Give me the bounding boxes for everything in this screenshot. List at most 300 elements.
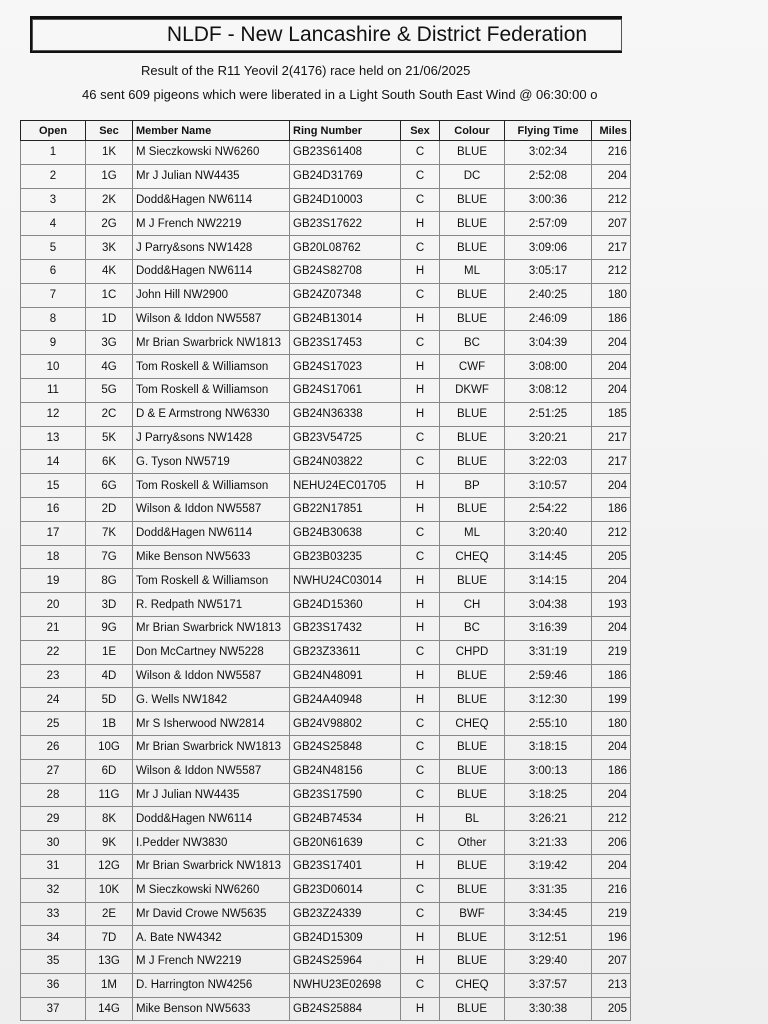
cell-sex: C: [401, 141, 440, 165]
cell-open: 21: [21, 616, 86, 640]
cell-sex: C: [401, 759, 440, 783]
cell-member-name: Dodd&Hagen NW6114: [133, 259, 290, 283]
table-row: [21, 593, 631, 617]
cell-miles: 219: [592, 902, 631, 926]
cell-open: 27: [21, 759, 86, 783]
table-row: [21, 426, 631, 450]
table-row: [21, 331, 631, 355]
cell-flying-time: 3:02:34: [505, 141, 592, 165]
cell-member-name: I.Pedder NW3830: [133, 831, 290, 855]
cell-sec: 9G: [86, 616, 133, 640]
table-row: [21, 545, 631, 569]
cell-flying-time: 3:00:36: [505, 188, 592, 212]
cell-sex: H: [401, 950, 440, 974]
cell-flying-time: 3:34:45: [505, 902, 592, 926]
cell-miles: 186: [592, 759, 631, 783]
cell-ring-number: GB24D15360: [290, 593, 401, 617]
cell-sec: 5K: [86, 426, 133, 450]
cell-ring-number: GB20L08762: [290, 236, 401, 260]
cell-open: 24: [21, 688, 86, 712]
cell-flying-time: 3:29:40: [505, 950, 592, 974]
cell-sex: H: [401, 402, 440, 426]
table-row: [21, 259, 631, 283]
cell-open: 8: [21, 307, 86, 331]
cell-ring-number: NWHU23E02698: [290, 973, 401, 997]
cell-miles: 204: [592, 854, 631, 878]
cell-flying-time: 3:04:38: [505, 593, 592, 617]
cell-member-name: Mr Brian Swarbrick NW1813: [133, 331, 290, 355]
cell-miles: 204: [592, 569, 631, 593]
cell-member-name: J Parry&sons NW1428: [133, 426, 290, 450]
cell-open: 14: [21, 450, 86, 474]
table-row: [21, 664, 631, 688]
column-header-sec: Sec: [86, 121, 133, 141]
cell-flying-time: 2:46:09: [505, 307, 592, 331]
cell-flying-time: 3:14:15: [505, 569, 592, 593]
cell-miles: 207: [592, 950, 631, 974]
cell-member-name: Mr S Isherwood NW2814: [133, 712, 290, 736]
cell-sec: 3G: [86, 331, 133, 355]
cell-sex: C: [401, 735, 440, 759]
cell-ring-number: GB24N48156: [290, 759, 401, 783]
cell-open: 15: [21, 474, 86, 498]
cell-flying-time: 3:08:12: [505, 378, 592, 402]
cell-ring-number: GB24B74534: [290, 807, 401, 831]
cell-member-name: Wilson & Iddon NW5587: [133, 497, 290, 521]
cell-member-name: Wilson & Iddon NW5587: [133, 664, 290, 688]
cell-flying-time: 2:57:09: [505, 212, 592, 236]
cell-member-name: Mike Benson NW5633: [133, 545, 290, 569]
cell-open: 23: [21, 664, 86, 688]
cell-miles: 204: [592, 355, 631, 379]
liberation-info-line: 46 sent 609 pigeons which were liberated in a Light South South East Wind @ 06:30:00 o: [82, 87, 598, 102]
cell-miles: 212: [592, 188, 631, 212]
cell-colour: BLUE: [440, 283, 505, 307]
cell-sec: 3D: [86, 593, 133, 617]
cell-miles: 204: [592, 783, 631, 807]
cell-miles: 204: [592, 378, 631, 402]
cell-colour: BC: [440, 331, 505, 355]
cell-sex: C: [401, 545, 440, 569]
column-header-colour: Colour: [440, 121, 505, 141]
cell-open: 37: [21, 997, 86, 1021]
cell-member-name: Tom Roskell & Williamson: [133, 474, 290, 498]
cell-sex: C: [401, 878, 440, 902]
cell-colour: BLUE: [440, 307, 505, 331]
cell-open: 25: [21, 712, 86, 736]
cell-sex: H: [401, 497, 440, 521]
cell-colour: BLUE: [440, 450, 505, 474]
cell-sec: 5G: [86, 378, 133, 402]
cell-sex: C: [401, 283, 440, 307]
cell-miles: 186: [592, 664, 631, 688]
cell-colour: BLUE: [440, 426, 505, 450]
cell-open: 33: [21, 902, 86, 926]
results-body: [21, 141, 631, 1021]
cell-sex: H: [401, 593, 440, 617]
cell-miles: 204: [592, 474, 631, 498]
cell-open: 12: [21, 402, 86, 426]
cell-flying-time: 3:22:03: [505, 450, 592, 474]
cell-member-name: M Sieczkowski NW6260: [133, 878, 290, 902]
table-row: [21, 973, 631, 997]
page-title: NLDF - New Lancashire & District Federation: [166, 23, 588, 46]
cell-sex: H: [401, 997, 440, 1021]
cell-sex: C: [401, 188, 440, 212]
cell-colour: BLUE: [440, 688, 505, 712]
table-row: [21, 616, 631, 640]
cell-miles: 217: [592, 236, 631, 260]
cell-colour: BLUE: [440, 759, 505, 783]
table-row: [21, 141, 631, 165]
cell-sec: 1B: [86, 712, 133, 736]
cell-member-name: Tom Roskell & Williamson: [133, 569, 290, 593]
cell-colour: BLUE: [440, 854, 505, 878]
cell-miles: 212: [592, 259, 631, 283]
cell-flying-time: 3:05:17: [505, 259, 592, 283]
cell-ring-number: NWHU24C03014: [290, 569, 401, 593]
cell-flying-time: 3:19:42: [505, 854, 592, 878]
cell-colour: BLUE: [440, 783, 505, 807]
table-row: [21, 854, 631, 878]
cell-member-name: Mr J Julian NW4435: [133, 783, 290, 807]
cell-miles: 216: [592, 878, 631, 902]
cell-colour: CWF: [440, 355, 505, 379]
cell-miles: 196: [592, 926, 631, 950]
column-header-ring-number: Ring Number: [290, 121, 401, 141]
cell-ring-number: GB24D15309: [290, 926, 401, 950]
cell-open: 26: [21, 735, 86, 759]
cell-ring-number: GB24S17061: [290, 378, 401, 402]
cell-ring-number: GB20N61639: [290, 831, 401, 855]
results-table: [20, 120, 631, 1021]
cell-colour: CHPD: [440, 640, 505, 664]
title-box: [30, 16, 622, 53]
cell-flying-time: 3:30:38: [505, 997, 592, 1021]
cell-ring-number: GB23S17590: [290, 783, 401, 807]
cell-sec: 7D: [86, 926, 133, 950]
cell-sec: 6G: [86, 474, 133, 498]
column-header-flying-time: Flying Time: [505, 121, 592, 141]
cell-open: 16: [21, 497, 86, 521]
cell-member-name: John Hill NW2900: [133, 283, 290, 307]
cell-ring-number: GB24Z07348: [290, 283, 401, 307]
cell-colour: DKWF: [440, 378, 505, 402]
cell-sec: 8K: [86, 807, 133, 831]
cell-open: 13: [21, 426, 86, 450]
table-row: [21, 735, 631, 759]
cell-colour: BC: [440, 616, 505, 640]
cell-member-name: Dodd&Hagen NW6114: [133, 188, 290, 212]
cell-sec: 2K: [86, 188, 133, 212]
cell-ring-number: GB23S61408: [290, 141, 401, 165]
cell-sex: H: [401, 926, 440, 950]
cell-ring-number: GB23S17453: [290, 331, 401, 355]
cell-colour: BLUE: [440, 997, 505, 1021]
cell-sec: 13G: [86, 950, 133, 974]
cell-member-name: M Sieczkowski NW6260: [133, 141, 290, 165]
cell-ring-number: GB23S17622: [290, 212, 401, 236]
table-row: [21, 902, 631, 926]
cell-ring-number: GB23B03235: [290, 545, 401, 569]
cell-sex: C: [401, 450, 440, 474]
cell-colour: BP: [440, 474, 505, 498]
cell-sec: 6D: [86, 759, 133, 783]
cell-member-name: M J French NW2219: [133, 950, 290, 974]
table-row: [21, 569, 631, 593]
cell-open: 6: [21, 259, 86, 283]
cell-sex: C: [401, 973, 440, 997]
cell-member-name: Mr Brian Swarbrick NW1813: [133, 616, 290, 640]
cell-member-name: Mike Benson NW5633: [133, 997, 290, 1021]
cell-sex: C: [401, 831, 440, 855]
cell-flying-time: 3:21:33: [505, 831, 592, 855]
cell-colour: ML: [440, 521, 505, 545]
table-row: [21, 307, 631, 331]
cell-flying-time: 2:52:08: [505, 164, 592, 188]
cell-ring-number: GB24S25964: [290, 950, 401, 974]
cell-open: 7: [21, 283, 86, 307]
column-header-open: Open: [21, 121, 86, 141]
cell-sec: 6K: [86, 450, 133, 474]
table-row: [21, 878, 631, 902]
cell-ring-number: GB23V54725: [290, 426, 401, 450]
cell-sex: H: [401, 854, 440, 878]
column-header-miles: Miles: [592, 121, 631, 141]
cell-sec: 1G: [86, 164, 133, 188]
cell-ring-number: GB24A40948: [290, 688, 401, 712]
cell-flying-time: 3:12:30: [505, 688, 592, 712]
cell-colour: BLUE: [440, 569, 505, 593]
cell-open: 18: [21, 545, 86, 569]
cell-open: 19: [21, 569, 86, 593]
cell-sex: H: [401, 307, 440, 331]
cell-open: 29: [21, 807, 86, 831]
cell-sex: C: [401, 640, 440, 664]
table-row: [21, 474, 631, 498]
cell-sec: 1K: [86, 141, 133, 165]
cell-flying-time: 3:12:51: [505, 926, 592, 950]
cell-member-name: Mr David Crowe NW5635: [133, 902, 290, 926]
cell-sec: 4G: [86, 355, 133, 379]
cell-sex: C: [401, 426, 440, 450]
cell-open: 3: [21, 188, 86, 212]
cell-colour: BLUE: [440, 141, 505, 165]
cell-flying-time: 3:31:19: [505, 640, 592, 664]
cell-member-name: G. Wells NW1842: [133, 688, 290, 712]
cell-flying-time: 3:16:39: [505, 616, 592, 640]
cell-open: 20: [21, 593, 86, 617]
cell-ring-number: GB24S25884: [290, 997, 401, 1021]
cell-sex: H: [401, 616, 440, 640]
cell-colour: BLUE: [440, 402, 505, 426]
cell-member-name: A. Bate NW4342: [133, 926, 290, 950]
cell-colour: Other: [440, 831, 505, 855]
cell-member-name: M J French NW2219: [133, 212, 290, 236]
cell-ring-number: GB23D06014: [290, 878, 401, 902]
cell-sec: 4K: [86, 259, 133, 283]
cell-miles: 207: [592, 212, 631, 236]
cell-member-name: Mr Brian Swarbrick NW1813: [133, 854, 290, 878]
cell-flying-time: 3:09:06: [505, 236, 592, 260]
cell-sec: 11G: [86, 783, 133, 807]
cell-flying-time: 3:18:15: [505, 735, 592, 759]
cell-member-name: Wilson & Iddon NW5587: [133, 759, 290, 783]
cell-flying-time: 3:37:57: [505, 973, 592, 997]
cell-miles: 205: [592, 997, 631, 1021]
cell-flying-time: 3:31:35: [505, 878, 592, 902]
cell-sec: 4D: [86, 664, 133, 688]
cell-flying-time: 3:00:13: [505, 759, 592, 783]
table-row: [21, 188, 631, 212]
cell-ring-number: GB24B13014: [290, 307, 401, 331]
cell-flying-time: 2:59:46: [505, 664, 592, 688]
cell-colour: CHEQ: [440, 973, 505, 997]
cell-sec: 7K: [86, 521, 133, 545]
table-row: [21, 236, 631, 260]
cell-colour: BLUE: [440, 735, 505, 759]
cell-colour: BL: [440, 807, 505, 831]
cell-ring-number: GB24D10003: [290, 188, 401, 212]
cell-colour: CHEQ: [440, 545, 505, 569]
cell-ring-number: GB24N48091: [290, 664, 401, 688]
cell-sec: 3K: [86, 236, 133, 260]
cell-open: 34: [21, 926, 86, 950]
cell-miles: 217: [592, 426, 631, 450]
table-row: [21, 759, 631, 783]
table-row: [21, 450, 631, 474]
cell-sex: C: [401, 521, 440, 545]
cell-sec: 2E: [86, 902, 133, 926]
cell-miles: 193: [592, 593, 631, 617]
cell-miles: 219: [592, 640, 631, 664]
cell-flying-time: 3:14:45: [505, 545, 592, 569]
race-result-line: Result of the R11 Yeovil 2(4176) race held on 21/06/2025: [141, 63, 471, 78]
cell-miles: 205: [592, 545, 631, 569]
cell-open: 1: [21, 141, 86, 165]
cell-member-name: D & E Armstrong NW6330: [133, 402, 290, 426]
cell-flying-time: 3:08:00: [505, 355, 592, 379]
cell-member-name: Don McCartney NW5228: [133, 640, 290, 664]
cell-miles: 212: [592, 521, 631, 545]
cell-sex: H: [401, 378, 440, 402]
cell-member-name: Dodd&Hagen NW6114: [133, 521, 290, 545]
cell-sec: 9K: [86, 831, 133, 855]
cell-open: 9: [21, 331, 86, 355]
cell-member-name: G. Tyson NW5719: [133, 450, 290, 474]
cell-miles: 180: [592, 283, 631, 307]
cell-sec: 7G: [86, 545, 133, 569]
cell-ring-number: GB22N17851: [290, 497, 401, 521]
cell-sec: 2D: [86, 497, 133, 521]
cell-sec: 12G: [86, 854, 133, 878]
cell-flying-time: 3:18:25: [505, 783, 592, 807]
cell-miles: 204: [592, 735, 631, 759]
cell-miles: 204: [592, 164, 631, 188]
cell-colour: BLUE: [440, 497, 505, 521]
table-row: [21, 783, 631, 807]
cell-miles: 185: [592, 402, 631, 426]
cell-member-name: Wilson & Iddon NW5587: [133, 307, 290, 331]
table-row: [21, 402, 631, 426]
cell-miles: 213: [592, 973, 631, 997]
cell-open: 28: [21, 783, 86, 807]
cell-member-name: R. Redpath NW5171: [133, 593, 290, 617]
cell-colour: BLUE: [440, 212, 505, 236]
cell-miles: 206: [592, 831, 631, 855]
cell-open: 35: [21, 950, 86, 974]
cell-open: 31: [21, 854, 86, 878]
cell-sec: 5D: [86, 688, 133, 712]
cell-sex: H: [401, 259, 440, 283]
cell-sec: 1E: [86, 640, 133, 664]
cell-sec: 10K: [86, 878, 133, 902]
table-row: [21, 807, 631, 831]
cell-open: 11: [21, 378, 86, 402]
cell-ring-number: GB24S17023: [290, 355, 401, 379]
cell-colour: CHEQ: [440, 712, 505, 736]
table-header-row: [21, 121, 631, 141]
cell-miles: 204: [592, 331, 631, 355]
table-row: [21, 926, 631, 950]
cell-sex: H: [401, 688, 440, 712]
cell-sex: H: [401, 212, 440, 236]
cell-open: 5: [21, 236, 86, 260]
cell-sex: H: [401, 569, 440, 593]
cell-sex: H: [401, 474, 440, 498]
cell-miles: 216: [592, 141, 631, 165]
cell-sec: 8G: [86, 569, 133, 593]
cell-open: 30: [21, 831, 86, 855]
cell-colour: ML: [440, 259, 505, 283]
table-row: [21, 378, 631, 402]
cell-sex: C: [401, 783, 440, 807]
cell-ring-number: GB24N03822: [290, 450, 401, 474]
cell-sex: H: [401, 355, 440, 379]
table-row: [21, 688, 631, 712]
table-row: [21, 521, 631, 545]
cell-miles: 186: [592, 497, 631, 521]
cell-sex: H: [401, 664, 440, 688]
cell-open: 4: [21, 212, 86, 236]
cell-open: 22: [21, 640, 86, 664]
cell-colour: BLUE: [440, 664, 505, 688]
cell-flying-time: 2:51:25: [505, 402, 592, 426]
cell-sex: C: [401, 164, 440, 188]
table-row: [21, 355, 631, 379]
cell-ring-number: GB24S82708: [290, 259, 401, 283]
cell-open: 32: [21, 878, 86, 902]
cell-ring-number: GB24V98802: [290, 712, 401, 736]
cell-sex: C: [401, 236, 440, 260]
cell-open: 36: [21, 973, 86, 997]
cell-miles: 186: [592, 307, 631, 331]
cell-sec: 2C: [86, 402, 133, 426]
cell-sex: C: [401, 331, 440, 355]
cell-miles: 204: [592, 616, 631, 640]
cell-ring-number: GB24S25848: [290, 735, 401, 759]
cell-member-name: D. Harrington NW4256: [133, 973, 290, 997]
cell-ring-number: GB23Z24339: [290, 902, 401, 926]
cell-ring-number: GB24B30638: [290, 521, 401, 545]
cell-ring-number: GB24N36338: [290, 402, 401, 426]
table-row: [21, 283, 631, 307]
cell-flying-time: 3:20:40: [505, 521, 592, 545]
cell-member-name: Mr J Julian NW4435: [133, 164, 290, 188]
table-row: [21, 831, 631, 855]
cell-miles: 212: [592, 807, 631, 831]
cell-member-name: Tom Roskell & Williamson: [133, 355, 290, 379]
